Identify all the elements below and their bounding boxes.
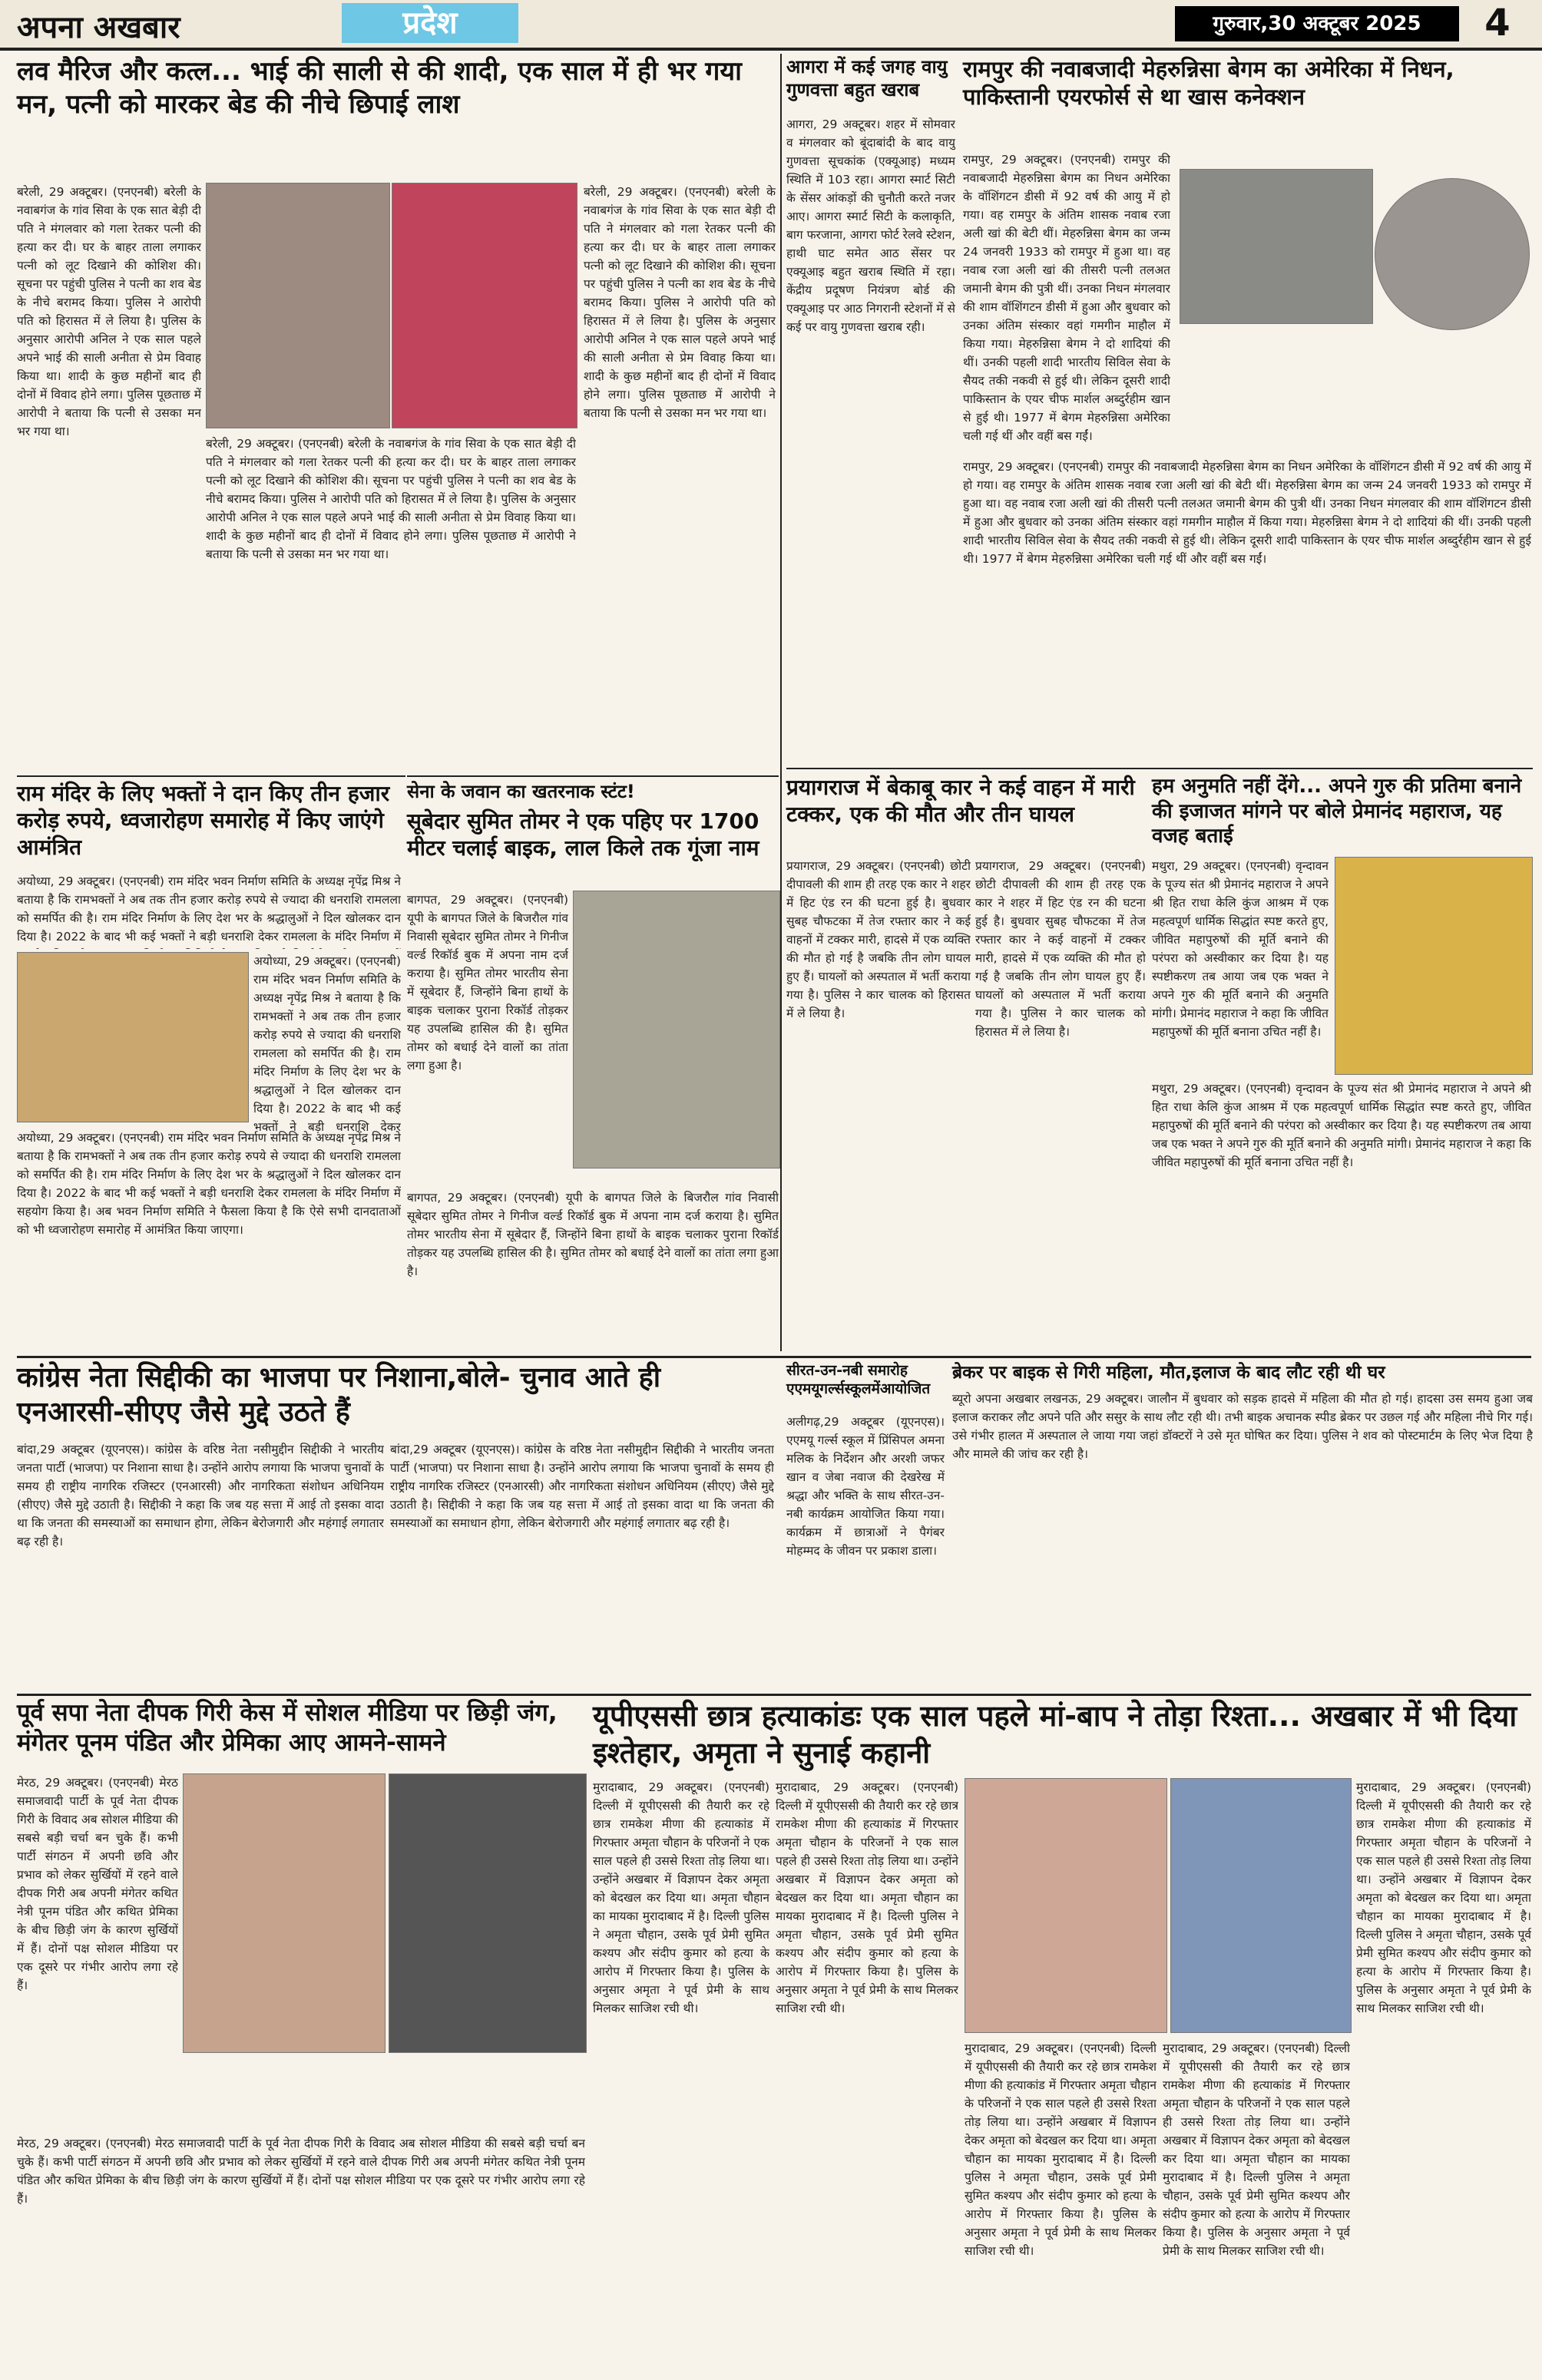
army-body-col2: बागपत, 29 अक्टूबर। (एनएनबी) यूपी के बागपत जिले के बिजरौल गांव निवासी सूबेदार सुमित तोमर ने गिनीज वर्ल्ड रिकॉर्ड बुक में अपना नाम दर्ज कराया है। सुमित तोमर भारतीय सेना में सूबेदार हैं, जिन्होंने बिना हाथों के बाइक चलाकर पुराना रिकॉर्ड तोड़कर यह उपलब्धि हासिल की है। सुमित तोमर को बधाई देने वालों का तांता लगा हुआ है। <box>407 1191 779 1279</box>
rampur-body-col2: रामपुर, 29 अक्टूबर। (एनएनबी) रामपुर की नवाबजादी मेहरुन्निसा बेगम का निधन अमेरिका के वॉशिंगटन डीसी में 92 वर्ष की आयु में हो गया। वह रामपुर के अंतिम शासक नवाब रजा अली खां की बेटी थीं। मेहरुन्निसा बेगम का जन्म 24 जनवरी 1933 को रामपुर में हुआ था। वह नवाब रजा अली खां की तीसरी पत्नी तलअत जमानी बेगम की पुत्री थीं। उनका निधन मंगलवार की शाम वॉशिंगटन डीसी में हुआ और बुधवार को उनका अंतिम संस्कार वहां गमगीन माहौल में किया गया। मेहरुन्निसा बेगम ने दो शादियां की थीं। उनकी पहली शादी भारतीय सिविल सेवा के सैयद तकी नकवी से हुई थी। लेकिन दूसरी शादी पाकिस्तान के एयर चीफ मार्शल अब्दुर्रहीम खान से हुई थी। 1977 में बेगम मेहरुन्निसा अमेरिका चली गई थीं और वहीं बस गईं। <box>963 460 1531 567</box>
love-headline[interactable]: लव मैरिज और कत्ल... भाई की साली से की शादी, एक साल में ही भर गया मन, पत्नी को मारकर बेड की नीचे छिपाई लाश <box>17 56 742 120</box>
rampur-headline[interactable]: रामपुर की नवाबजादी मेहरुन्निसा बेगम का अमेरिका में निधन, पाकिस्तानी एयरफोर्स से था खास कनेक्शन <box>963 56 1454 111</box>
column-rule <box>780 54 782 1351</box>
army-award-photo <box>573 891 780 1169</box>
ram-body-bottom: अयोध्या, 29 अक्टूबर। (एनएनबी) राम मंदिर भवन निर्माण समिति के अध्यक्ष नृपेंद्र मिश्र ने बताया है कि रामभक्तों ने अब तक तीन हजार करोड़ रुपये से ज्यादा की धनराशि रामलला को समर्पित की है। राम मंदिर निर्माण के लिए देश भर के श्रद्धालुओं ने दिल खोलकर दान दिया है। 2022 के बाद भी कई भक्तों ने बड़ी धनराशि देकर रामलला के मंदिर निर्माण में सहयोग किया है। अब भवन निर्माण समिति ने फैसला किया है कि ऐसे सभी दानदाताओं को भी ध्वजारोहण समारोह में आमंत्रित किया जाएगा। <box>17 1131 401 1238</box>
siddiqui-headline[interactable]: कांग्रेस नेता सिद्दीकी का भाजपा पर निशाना,बोले- चुनाव आते ही एनआरसी-सीएए जैसे मुद्दे उठते हैं <box>17 1362 661 1428</box>
issue-date: गुरुवार,30 अक्टूबर 2025 <box>1175 6 1459 41</box>
premanand-photo <box>1335 857 1533 1075</box>
love-police-photo <box>206 183 390 428</box>
divider <box>17 1694 1531 1696</box>
ram-body-side: अयोध्या, 29 अक्टूबर। (एनएनबी) राम मंदिर भवन निर्माण समिति के अध्यक्ष नृपेंद्र मिश्र ने बताया है कि रामभक्तों ने अब तक तीन हजार करोड़ रुपये से ज्यादा की धनराशि रामलला को समर्पित की है। राम मंदिर निर्माण के लिए देश भर के श्रद्धालुओं ने दिल खोलकर दान दिया है। 2022 के बाद भी कई भक्तों ने बड़ी धनराशि देकर <box>253 954 401 1135</box>
rampur-portrait-photo-2 <box>1375 178 1530 330</box>
brand-name: अपना अखबार <box>17 9 180 45</box>
army-body-col1: बागपत, 29 अक्टूबर। (एनएनबी) यूपी के बागपत जिले के बिजरौल गांव निवासी सूबेदार सुमित तोमर ने गिनीज वर्ल्ड रिकॉर्ड बुक में अपना नाम दर्ज कराया है। सुमित तोमर भारतीय सेना में सूबेदार हैं, जिन्होंने बिना हाथों के बाइक चलाकर पुराना रिकॉर्ड तोड़कर यह उपलब्धि हासिल की है। सुमित तोमर को बधाई देने वालों का तांता लगा हुआ है। <box>407 893 568 1073</box>
deepak-headline[interactable]: पूर्व सपा नेता दीपक गिरी केस में सोशल मीडिया पर छिड़ी जंग, मंगेतर पूनम पंडित और प्रेमिका आए आमने-सामने <box>17 1699 558 1757</box>
rampur-portrait-photo <box>1180 169 1373 324</box>
premanand-body-col1: मथुरा, 29 अक्टूबर। (एनएनबी) वृन्दावन के पूज्य संत श्री प्रेमानंद महाराज ने अपने श्री हित राधा केलि कुंज आश्रम में एक महत्वपूर्ण धार्मिक सिद्धांत स्पष्ट करते हुए, जीवित महापुरुषों की मूर्ति बनाने की परंपरा को अस्वीकार कर दिया है। यह स्पष्टीकरण तब आया जब एक भक्त ने अपने गुरु की मूर्ति बनाने की अनुमति मांगी। प्रेमानंद महाराज ने कहा कि जीवित महापुरुषों की मूर्ति बनाना उचित नहीं है। <box>1152 859 1329 1040</box>
army-kicker: सेना के जवान का खतरनाक स्टंट! <box>407 781 635 802</box>
upsc-body-col2: मुरादाबाद, 29 अक्टूबर। (एनएनबी) दिल्ली में यूपीएससी की तैयारी कर रहे छात्र रामकेश मीणा की हत्याकांड में गिरफ्तार अमृता चौहान के परिजनों ने एक साल पहले ही उससे रिश्ता तोड़ लिया था। उन्होंने अखबार में विज्ञापन देकर अमृता को बेदखल कर दिया था। अमृता चौहान का मायका मुरादाबाद में है। दिल्ली पुलिस ने अमृता चौहान, उसके पूर्व प्रेमी सुमित कश्यप और संदीप कुमार को हत्या के आरोप में गिरफ्तार किया है। पुलिस के अनुसार अमृता ने पूर्व प्रेमी के साथ मिलकर साजिश रची थी। <box>776 1780 958 2016</box>
prayagraj-headline[interactable]: प्रयागराज में बेकाबू कार ने कई वाहन में मारी टक्कर, एक की मौत और तीन घायल <box>786 775 1135 827</box>
section-label: प्रदेश <box>342 3 518 43</box>
upsc-photo-2 <box>1170 1778 1352 2033</box>
divider <box>786 768 1533 769</box>
deepak-photo-1 <box>183 1773 386 2053</box>
deepak-photo-2 <box>389 1773 587 2053</box>
agra-body: आगरा, 29 अक्टूबर। शहर में सोमवार व मंगलवार को बूंदाबांदी के बाद वायु गुणवत्ता सूचकांक (एक्यूआइ) मध्यम स्थिति में 103 रहा। आगरा स्मार्ट सिटी के सेंसर आंकड़ों की चुनौती करते नजर आए। आगरा स्मार्ट सिटी के कलाकृति, बाग फरजाना, आगरा फोर्ट रेलवे स्टेशन, हाथी घाट समेत आठ सेंसर पर एक्यूआइ बहुत खराब स्थिति में रहा। केंद्रीय प्रदूषण नियंत्रण बोर्ड की एक्यूआइ पर आठ निगरानी स्टेशनों में से कई पर वायु गुणवत्ता खराब रही। <box>786 117 955 335</box>
deepak-body-col2: मेरठ, 29 अक्टूबर। (एनएनबी) मेरठ समाजवादी पार्टी के पूर्व नेता दीपक गिरी के विवाद अब सोशल मीडिया की सबसे बड़ी चर्चा बन चुके हैं। कभी पार्टी संगठन में अपनी छवि और प्रभाव को लेकर सुर्खियों में रहने वाले दीपक गिरी अब अपनी मंगेतर कथित नेत्री पूनम पंडित और कथित प्रेमिका के बीच छिड़ी जंग के कारण सुर्खियों में हैं। दोनों पक्ष सोशल मीडिया पर एक दूसरे पर गंभीर आरोप लगा रहे हैं। <box>17 2137 585 2206</box>
upsc-photo-1 <box>965 1778 1167 2033</box>
upsc-headline[interactable]: यूपीएससी छात्र हत्याकांडः एक साल पहले मां-बाप ने तोड़ा रिश्ता... अखबार में भी दिया इश्तेहार, अमृता ने सुनाई कहानी <box>593 1699 1517 1770</box>
prayagraj-body-col1: प्रयागराज, 29 अक्टूबर। (एनएनबी) छोटी दीपावली की शाम ही तरह एक कार ने शहर में हिट एंड रन की घटना हुई है। बुधवार सुबह चौफटका में तेज रफ्तार कार ने कई वाहनों में टक्कर मारी, हादसे में एक व्यक्ति की मौत हो गई है जबकि तीन लोग घायल हुए हैं। घायलों को अस्पताल में भर्ती कराया गया है। पुलिस ने कार चालक को हिरासत में ले लिया है। <box>786 859 971 1021</box>
upsc-body-col1: मुरादाबाद, 29 अक्टूबर। (एनएनबी) दिल्ली में यूपीएससी की तैयारी कर रहे छात्र रामकेश मीणा की हत्याकांड में गिरफ्तार अमृता चौहान के परिजनों ने एक साल पहले ही उससे रिश्ता तोड़ लिया था। उन्होंने अखबार में विज्ञापन देकर अमृता को बेदखल कर दिया था। अमृता चौहान का मायका मुरादाबाद में है। दिल्ली पुलिस ने अमृता चौहान, उसके पूर्व प्रेमी सुमित कश्यप और संदीप कुमार को हत्या के आरोप में गिरफ्तार किया है। पुलिस के अनुसार अमृता ने पूर्व प्रेमी के साथ मिलकर साजिश रची थी। <box>593 1780 769 2016</box>
premanand-body-col2: मथुरा, 29 अक्टूबर। (एनएनबी) वृन्दावन के पूज्य संत श्री प्रेमानंद महाराज ने अपने श्री हित राधा केलि कुंज आश्रम में एक महत्वपूर्ण धार्मिक सिद्धांत स्पष्ट करते हुए, जीवित महापुरुषों की मूर्ति बनाने की परंपरा को अस्वीकार कर दिया है। यह स्पष्टीकरण तब आया जब एक भक्त ने अपने गुरु की मूर्ति बनाने की अनुमति मांगी। प्रेमानंद महाराज ने कहा कि जीवित महापुरुषों की मूर्ति बनाना उचित नहीं है। <box>1152 1082 1531 1170</box>
siddiqui-body-col2: बांदा,29 अक्टूबर (यूएनएस)। कांग्रेस के वरिष्ठ नेता नसीमुद्दीन सिद्दीकी ने भारतीय जनता पार्टी (भाजपा) पर निशाना साधा है। उन्होंने आरोप लगाया कि भाजपा चुनावों के समय ही राष्ट्रीय नागरिक रजिस्टर (एनआरसी) और नागरिकता संशोधन अधिनियम (सीएए) जैसे मुद्दे उठाती है। सिद्दीकी ने कहा कि जब यह सत्ता में आई तो इसका वादा था कि जनता की समस्याओं का समाधान होगा, लेकिन बेरोजगारी और महंगाई लगातार बढ़ रही है। <box>390 1443 774 1531</box>
breaker-body: ब्यूरो अपना अखबार लखनऊ, 29 अक्टूबर। जालौन में बुधवार को सड़क हादसे में महिला की मौत हो गई। हादसा उस समय हुआ जब इलाज कराकर लौट अपने पति और ससुर के साथ लौट रही थी। तभी बाइक अचानक स्पीड ब्रेकर पर उछल गई और महिला नीचे गिर गई। उसे गंभीर हालत में अस्पताल ले जाया गया जहां डॉक्टरों ने उसे मृत घोषित कर दिया। पुलिस ने शव को पोस्टमार्टम के लिए भेज दिया है और मामले की जांच कर रही है। <box>952 1392 1533 1462</box>
army-headline[interactable]: सूबेदार सुमित तोमर ने एक पहिए पर 1700 मीटर चलाई बाइक, लाल किले तक गूंजा नाम <box>407 808 759 861</box>
prayagraj-body-col2: प्रयागराज, 29 अक्टूबर। (एनएनबी) छोटी दीपावली की शाम ही तरह एक कार ने शहर में हिट एंड रन की घटना हुई है। बुधवार सुबह चौफटका में तेज रफ्तार कार ने कई वाहनों में टक्कर मारी, हादसे में एक व्यक्ति की मौत हो गई है जबकि तीन लोग घायल हुए हैं। घायलों को अस्पताल में भर्ती कराया गया है। पुलिस ने कार चालक को हिरासत में ले लिया है। <box>975 859 1146 1040</box>
love-body-col2: बरेली, 29 अक्टूबर। (एनएनबी) बरेली के नवाबगंज के गांव सिवा के एक सात बेड़ी दी पति ने मंगलवार को गला रेतकर पत्नी की हत्या कर दी। घर के बाहर ताला लगाकर पत्नी को लूट दिखाने की कोशिश की। सूचना पर पहुंची पुलिस ने पत्नी का शव बेड के नीचे बरामद किया। पुलिस ने आरोपी पति को हिरासत में ले लिया है। पुलिस के अनुसार आरोपी अनिल ने एक साल पहले अपने भाई की साली अनीता से प्रेम विवाह किया था। शादी के कुछ महीनों बाद ही दोनों में विवाद होने लगा। पुलिस पूछताछ में आरोपी ने बताया कि पत्नी से उसका मन भर गया था। <box>206 437 576 562</box>
ram-body-top: अयोध्या, 29 अक्टूबर। (एनएनबी) राम मंदिर भवन निर्माण समिति के अध्यक्ष नृपेंद्र मिश्र ने बताया है कि रामभक्तों ने अब तक तीन हजार करोड़ रुपये से ज्यादा की धनराशि रामलला को समर्पित की है। राम मंदिर निर्माण के लिए देश भर के श्रद्धालुओं ने दिल खोलकर दान दिया है। 2022 के बाद भी कई भक्तों ने बड़ी धनराशि देकर रामलला के मंदिर निर्माण में <box>17 874 401 944</box>
divider <box>17 775 405 777</box>
rampur-body-col1: रामपुर, 29 अक्टूबर। (एनएनबी) रामपुर की नवाबजादी मेहरुन्निसा बेगम का निधन अमेरिका के वॉशिंगटन डीसी में 92 वर्ष की आयु में हो गया। वह रामपुर के अंतिम शासक नवाब रजा अली खां की बेटी थीं। मेहरुन्निसा बेगम का जन्म 24 जनवरी 1933 को रामपुर में हुआ था। वह नवाब रजा अली खां की तीसरी पत्नी तलअत जमानी बेगम की पुत्री थीं। उनका निधन मंगलवार की शाम वॉशिंगटन डीसी में हुआ और बुधवार को उनका अंतिम संस्कार वहां गमगीन माहौल में किया गया। मेहरुन्निसा बेगम ने दो शादियां की थीं। उनकी पहली शादी भारतीय सिविल सेवा के सैयद तकी नकवी से हुई थी। लेकिन दूसरी शादी पाकिस्तान के एयर चीफ मार्शल अब्दुर्रहीम खान से हुई थी। 1977 में बेगम मेहरुन्निसा अमेरिका चली गई थीं और वहीं बस गईं। <box>963 153 1170 444</box>
divider <box>17 1356 1531 1358</box>
ram-headline[interactable]: राम मंदिर के लिए भक्तों ने दान किए तीन हजार करोड़ रुपये, ध्वजारोहण समारोह में किए जाएंगे आमंत्रित <box>17 781 390 860</box>
breaker-headline[interactable]: ब्रेकर पर बाइक से गिरी महिला, मौत,इलाज के बाद लौट रही थी घर <box>952 1363 1385 1383</box>
love-body-col1: बरेली, 29 अक्टूबर। (एनएनबी) बरेली के नवाबगंज के गांव सिवा के एक सात बेड़ी दी पति ने मंगलवार को गला रेतकर पत्नी की हत्या कर दी। घर के बाहर ताला लगाकर पत्नी को लूट दिखाने की कोशिश की। सूचना पर पहुंची पुलिस ने पत्नी का शव बेड के नीचे बरामद किया। पुलिस ने आरोपी पति को हिरासत में ले लिया है। पुलिस के अनुसार आरोपी अनिल ने एक साल पहले अपने भाई की साली अनीता से प्रेम विवाह किया था। शादी के कुछ महीनों बाद ही दोनों में विवाद होने लगा। पुलिस पूछताछ में आरोपी ने बताया कि पत्नी से उसका मन भर गया था। <box>17 185 201 439</box>
upsc-body-col5: मुरादाबाद, 29 अक्टूबर। (एनएनबी) दिल्ली में यूपीएससी की तैयारी कर रहे छात्र रामकेश मीणा की हत्याकांड में गिरफ्तार अमृता चौहान के परिजनों ने एक साल पहले ही उससे रिश्ता तोड़ लिया था। उन्होंने अखबार में विज्ञापन देकर अमृता को बेदखल कर दिया था। अमृता चौहान का मायका मुरादाबाद में है। दिल्ली पुलिस ने अमृता चौहान, उसके पूर्व प्रेमी सुमित कश्यप और संदीप कुमार को हत्या के आरोप में गिरफ्तार किया है। पुलिस के अनुसार अमृता ने पूर्व प्रेमी के साथ मिलकर साजिश रची थी। <box>1356 1780 1531 2016</box>
page-number: 4 <box>1484 2 1511 45</box>
deepak-body-col1: मेरठ, 29 अक्टूबर। (एनएनबी) मेरठ समाजवादी पार्टी के पूर्व नेता दीपक गिरी के विवाद अब सोशल मीडिया की सबसे बड़ी चर्चा बन चुके हैं। कभी पार्टी संगठन में अपनी छवि और प्रभाव को लेकर सुर्खियों में रहने वाले दीपक गिरी अब अपनी मंगेतर कथित नेत्री पूनम पंडित और कथित प्रेमिका के बीच छिड़ी जंग के कारण सुर्खियों में हैं। दोनों पक्ष सोशल मीडिया पर एक दूसरे पर गंभीर आरोप लगा रहे हैं। <box>17 1776 178 1993</box>
siddiqui-body-col1: बांदा,29 अक्टूबर (यूएनएस)। कांग्रेस के वरिष्ठ नेता नसीमुद्दीन सिद्दीकी ने भारतीय जनता पार्टी (भाजपा) पर निशाना साधा है। उन्होंने आरोप लगाया कि भाजपा चुनावों के समय ही राष्ट्रीय नागरिक रजिस्टर (एनआरसी) और नागरिकता संशोधन अधिनियम (सीएए) जैसे मुद्दे उठाती है। सिद्दीकी ने कहा कि जब यह सत्ता में आई तो इसका वादा था कि जनता की समस्याओं का समाधान होगा, लेकिन बेरोजगारी और महंगाई लगातार बढ़ रही है। <box>17 1443 384 1549</box>
amu-headline[interactable]: सीरत-उन-नबी समारोह एएमयूगर्ल्सस्कूलमेंआयोजित <box>786 1362 931 1397</box>
upsc-body-col4: मुरादाबाद, 29 अक्टूबर। (एनएनबी) दिल्ली में यूपीएससी की तैयारी कर रहे छात्र रामकेश मीणा की हत्याकांड में गिरफ्तार अमृता चौहान के परिजनों ने एक साल पहले ही उससे रिश्ता तोड़ लिया था। उन्होंने अखबार में विज्ञापन देकर अमृता को बेदखल कर दिया था। अमृता चौहान का मायका मुरादाबाद में है। दिल्ली पुलिस ने अमृता चौहान, उसके पूर्व प्रेमी सुमित कश्यप और संदीप कुमार को हत्या के आरोप में गिरफ्तार किया है। पुलिस के अनुसार अमृता ने पूर्व प्रेमी के साथ मिलकर साजिश रची थी। <box>1163 2041 1350 2259</box>
divider <box>407 775 779 777</box>
love-body-col3: बरेली, 29 अक्टूबर। (एनएनबी) बरेली के नवाबगंज के गांव सिवा के एक सात बेड़ी दी पति ने मंगलवार को गला रेतकर पत्नी की हत्या कर दी। घर के बाहर ताला लगाकर पत्नी को लूट दिखाने की कोशिश की। सूचना पर पहुंची पुलिस ने पत्नी का शव बेड के नीचे बरामद किया। पुलिस ने आरोपी पति को हिरासत में ले लिया है। पुलिस के अनुसार आरोपी अनिल ने एक साल पहले अपने भाई की साली अनीता से प्रेम विवाह किया था। शादी के कुछ महीनों बाद ही दोनों में विवाद होने लगा। पुलिस पूछताछ में आरोपी ने बताया कि पत्नी से उसका मन भर गया था। <box>584 185 776 421</box>
premanand-headline[interactable]: हम अनुमति नहीं देंगे... अपने गुरु की प्रतिमा बनाने की इजाजत मांगने पर बोले प्रेमानंद महाराज, यह वजह बताई <box>1152 775 1522 848</box>
agra-headline[interactable]: आगरा में कई जगह वायु गुणवत्ता बहुत खराब <box>786 56 948 101</box>
upsc-body-col3: मुरादाबाद, 29 अक्टूबर। (एनएनबी) दिल्ली में यूपीएससी की तैयारी कर रहे छात्र रामकेश मीणा की हत्याकांड में गिरफ्तार अमृता चौहान के परिजनों ने एक साल पहले ही उससे रिश्ता तोड़ लिया था। उन्होंने अखबार में विज्ञापन देकर अमृता को बेदखल कर दिया था। अमृता चौहान का मायका मुरादाबाद में है। दिल्ली पुलिस ने अमृता चौहान, उसके पूर्व प्रेमी सुमित कश्यप और संदीप कुमार को हत्या के आरोप में गिरफ्तार किया है। पुलिस के अनुसार अमृता ने पूर्व प्रेमी के साथ मिलकर साजिश रची थी। <box>965 2041 1156 2259</box>
love-victim-photo <box>392 183 577 428</box>
amu-body: अलीगढ़,29 अक्टूबर (यूएनएस)। एएमयू गर्ल्स स्कूल में प्रिंसिपल अमना मलिक के निर्देशन और अरशी जफर खान व जेबा नवाज की देखरेख में श्रद्धा और भक्ति के साथ सीरत-उन-नबी कार्यक्रम आयोजित किया गया। कार्यक्रम में छात्राओं ने पैगंबर मोहम्मद के जीवन पर प्रकाश डाला। <box>786 1415 945 1559</box>
ram-temple-photo <box>17 952 249 1122</box>
